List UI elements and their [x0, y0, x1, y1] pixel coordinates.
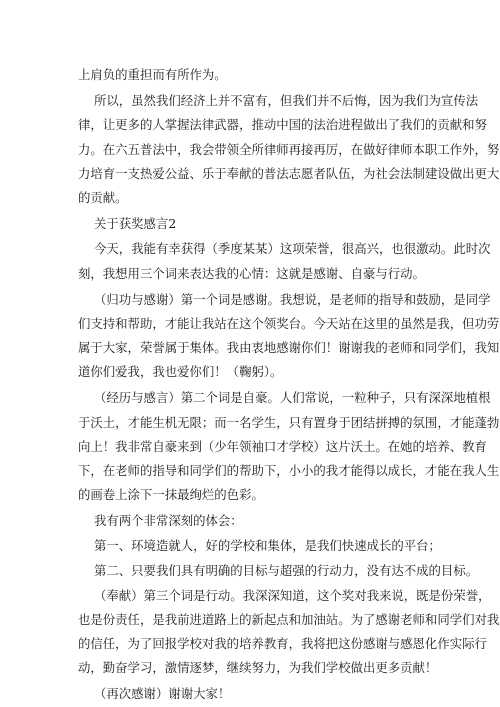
text-line: 的信任，为了回报学校对我的培养教育，我将把这份感谢与感恩化作实际行 [78, 636, 487, 651]
text-line: 属于大家，荣誉属于集体。我由衷地感谢你们！谢谢我的老师和同学们，我知 [78, 340, 500, 355]
text-line: 下，在老师的指导和同学们的帮助下，小小的我才能得以成长，才能在我人生 [78, 463, 500, 478]
text-line: 我有两个非常深刻的体会： [94, 513, 243, 528]
text-line: 的贡献。 [78, 190, 128, 205]
text-line: 的画卷上涂下一抹最绚烂的色彩。 [78, 487, 264, 502]
text-line: 们支持和帮助，才能让我站在这个领奖台。今天站在这里的虽然是我，但功劳 [78, 316, 500, 331]
text-line: 向上！我非常自豪来到（少年领袖口才学校）这片沃土。在她的培养、教育 [78, 439, 487, 454]
text-line: 道你们爱我，我也爱你们！（鞠躬）。 [78, 364, 283, 379]
text-line: 刻，我想用三个词来表达我的心情：这就是感谢、自豪与行动。 [78, 266, 425, 281]
text-line: 动，勤奋学习，激情逐梦，继续努力，为我们学校做出更多贡献！ [78, 660, 438, 675]
text-line: 今天，我能有幸获得（季度某某）这项荣誉，很高兴，也很激动。此时次 [94, 241, 491, 256]
text-line: （奉献）第三个词是行动。我深深知道，这个奖对我来说，既是份荣誉， [94, 588, 491, 603]
section-heading: 关于获奖感言2 [94, 216, 177, 231]
text-line: （再次感谢）谢谢大家！ [94, 686, 231, 701]
text-line: 第一、环境造就人，好的学校和集体，是我们快速成长的平台； [94, 538, 441, 553]
text-line: （归功与感谢）第一个词是感谢。我想说，是老师的指导和鼓励，是同学 [94, 292, 491, 307]
text-line: 所以，虽然我们经济上并不富有，但我们并不后悔，因为我们为宣传法 [94, 93, 479, 108]
text-line: 第二、只要我们具有明确的目标与超强的行动力，没有达不成的目标。 [94, 563, 479, 578]
text-line: 也是份责任，是我前进道路上的新起点和加油站。为了感谢老师和同学们对我 [78, 612, 500, 627]
text-line: 于沃土，才能生机无限；而一名学生，只有置身于团结拼搏的氛围，才能蓬勃 [78, 415, 500, 430]
text-line: （经历与感言）第二个词是自豪。人们常说，一粒种子，只有深深地植根 [94, 390, 491, 405]
text-line: 力。在六五普法中，我会带领全所律师再接再厉，在做好律师本职工作外，努 [78, 142, 500, 157]
text-line: 律，让更多的人掌握法律武器，推动中国的法治进程做出了我们的贡献和努 [78, 117, 487, 132]
text-line: 上肩负的重担而有所作为。 [78, 67, 227, 82]
text-line: 力培育一支热爱公益、乐于奉献的普法志愿者队伍，为社会法制建设做出更大 [78, 166, 500, 181]
